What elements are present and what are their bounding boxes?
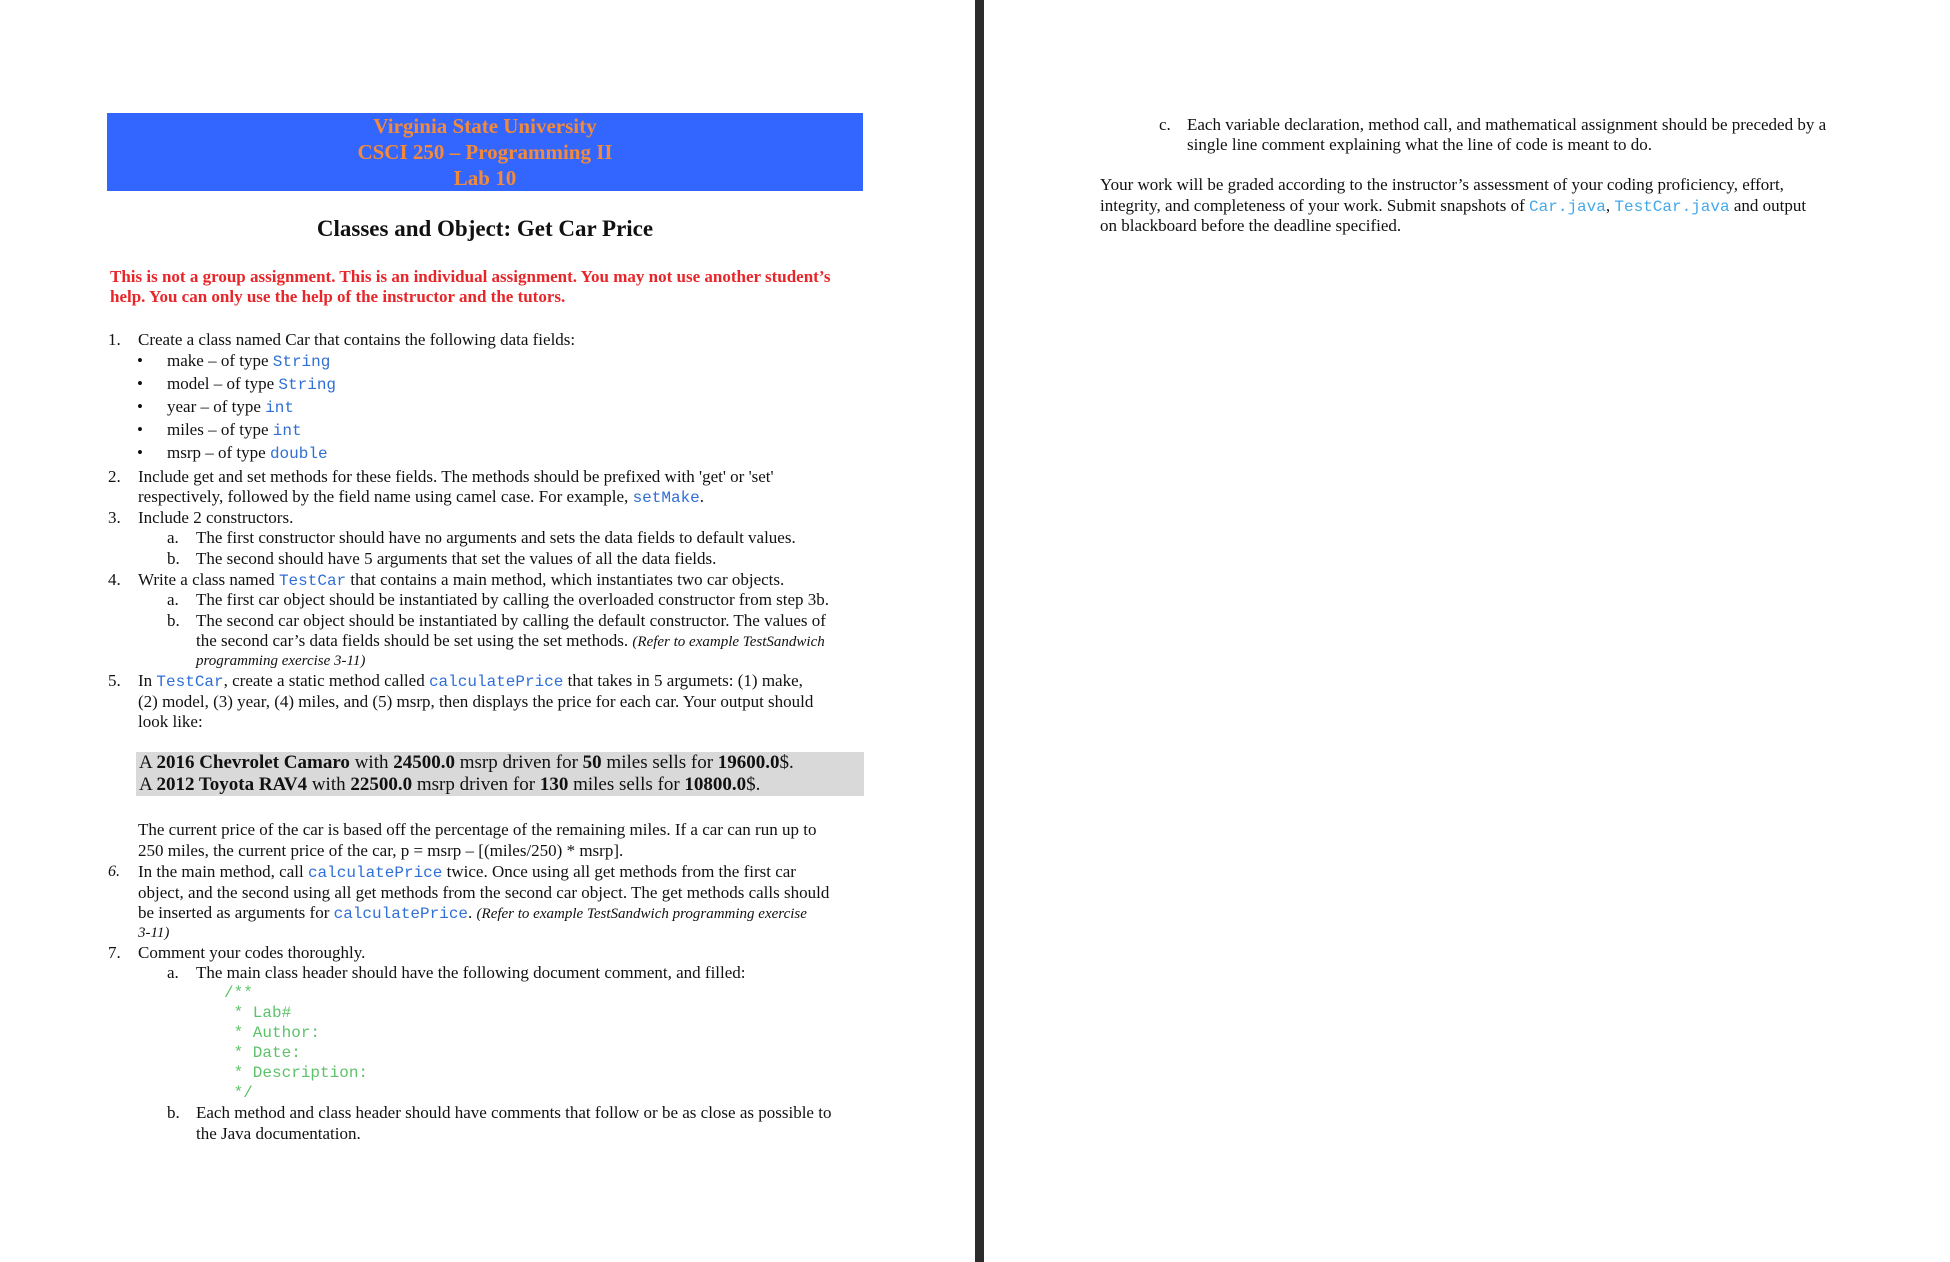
sample-2-car: 2012 Toyota RAV4 [156, 774, 308, 795]
price-note-line1: The current price of the car is based off the percentage of the remaining miles. If a car can run up to [138, 820, 817, 839]
field-bullet: • [137, 397, 143, 416]
grading-line3: on blackboard before the deadline specified. [1100, 216, 1402, 235]
item-3-number: 3. [108, 508, 121, 527]
item-4b-line2-text: the second car’s data fields should be set using the set methods. [196, 631, 633, 650]
item-7-number: 7. [108, 943, 121, 962]
field-bullet: • [137, 443, 143, 462]
sample-1-price: 19600.0 [717, 752, 780, 773]
item-3-text: Include 2 constructors. [138, 508, 294, 527]
sample-2-dollar: $. [746, 774, 761, 795]
sample-2-driven: msrp driven for [412, 774, 540, 795]
sample-2-miles: 130 [539, 774, 569, 795]
item-2-line1: Include get and set methods for these fields. The methods should be prefixed with 'get' or 'set' [138, 467, 774, 486]
item-5-t1: In [138, 671, 157, 690]
item-7b-label: b. [167, 1103, 180, 1122]
page-title: Classes and Object: Get Car Price [316, 216, 654, 241]
sample-2-a: A [139, 774, 157, 795]
item-4b-line1: The second car object should be instantiated by calling the default constructor. The values of [196, 611, 826, 630]
sample-1-a: A [139, 752, 157, 773]
sample-1-with: with [349, 752, 394, 773]
field-name: year – of type [167, 397, 266, 416]
item-6-number: 6. [108, 863, 120, 880]
item-4b-reference: (Refer to example TestSandwich [632, 634, 825, 650]
item-3a-label: a. [167, 528, 179, 547]
field-type: int [272, 422, 302, 440]
sample-output-row-1 [139, 752, 864, 774]
item-1-number: 1. [108, 330, 121, 349]
field-item [167, 420, 302, 442]
field-type: String [272, 353, 331, 371]
field-item [167, 443, 328, 465]
item-4-number: 4. [108, 570, 121, 589]
university-name: Virginia State University [373, 114, 597, 138]
sample-output-row-2 [139, 774, 864, 796]
grading-line2-text: integrity, and completeness of your work. Submit snapshots of [1100, 196, 1530, 215]
item-2-line2 [138, 487, 704, 509]
item-7c-line2: single line comment explaining what the line of code is meant to do. [1187, 135, 1653, 154]
price-note-line2: 250 miles, the current price of the car, p = msrp – [(miles/250) * msrp]. [138, 841, 624, 860]
item-5-line3: look like: [138, 712, 203, 731]
page-divider [975, 0, 984, 1262]
item-4-text-b: that contains a main method, which instantiates two car objects. [346, 570, 785, 589]
item-4-text [138, 570, 784, 592]
field-type: String [278, 376, 337, 394]
sample-2-with: with [307, 774, 351, 795]
item-2-line2-end: . [699, 487, 705, 506]
item-6-t4: . [468, 903, 477, 922]
grading-line2-end: and output [1729, 196, 1807, 215]
sample-1-driven: msrp driven for [454, 752, 583, 773]
item-4a-text: The first car object should be instantiated by calling the overloaded constructor from step 3b. [196, 590, 830, 609]
field-name: model – of type [167, 374, 279, 393]
item-7b-line2: the Java documentation. [196, 1124, 361, 1143]
item-5-line1 [138, 671, 803, 693]
item-7b-line1: Each method and class header should have comments that follow or be as close as possible to [196, 1103, 832, 1122]
item-4b-label: b. [167, 611, 180, 630]
doc-comment-block [224, 983, 368, 1103]
item-3a-text: The first constructor should have no arguments and sets the data fields to default values. [196, 528, 796, 547]
item-7a-label: a. [167, 963, 179, 982]
grading-line1: Your work will be graded according to the instructor’s assessment of your coding proficiency, effort, [1100, 175, 1784, 194]
doc-comment-line: * Author: [224, 1024, 321, 1042]
doc-comment-line: * Description: [224, 1064, 369, 1082]
code-TestCar-2: TestCar [156, 673, 224, 691]
item-5-t3: that takes in 5 argumets: (1) make, [563, 671, 803, 690]
field-item [167, 374, 336, 396]
code-TestCar: TestCar [278, 572, 347, 590]
document-page-right [984, 0, 1950, 1262]
item-5-line2: (2) model, (3) year, (4) miles, and (5) msrp, then displays the price for each car. Your output should [138, 692, 814, 711]
item-2-number: 2. [108, 467, 121, 486]
item-3b-label: b. [167, 549, 180, 568]
file-car-java: Car.java [1529, 198, 1606, 216]
doc-comment-line: */ [224, 1084, 253, 1102]
item-4a-label: a. [167, 590, 179, 609]
header-banner [107, 113, 863, 191]
item-6-line3 [138, 903, 807, 925]
item-6-reference: (Refer to example TestSandwich programming exercise [476, 906, 807, 922]
sample-1-sells: miles sells for [601, 752, 718, 773]
course-name: CSCI 250 – Programming II [357, 140, 613, 164]
sample-2-msrp: 22500.0 [350, 774, 413, 795]
warning-notice: This is not a group assignment. This is an individual assignment. You may not use another student’s help. You can only use the help of the instructor and the tutors. [110, 267, 831, 306]
field-name: miles – of type [167, 420, 273, 439]
code-calculatePrice-2: calculatePrice [307, 864, 443, 882]
grading-line2 [1100, 196, 1806, 218]
field-bullet: • [137, 351, 143, 370]
doc-comment-line: * Date: [224, 1044, 301, 1062]
item-6-t1: In the main method, call [138, 862, 308, 881]
item-6-t3: be inserted as arguments for [138, 903, 334, 922]
field-item [167, 351, 330, 373]
code-setMake: setMake [632, 489, 700, 507]
item-4b-line2 [196, 631, 825, 653]
sample-1-car: 2016 Chevrolet Camaro [156, 752, 350, 773]
sample-1-miles: 50 [582, 752, 602, 773]
lab-number: Lab 10 [453, 166, 517, 190]
field-type: double [269, 445, 328, 463]
field-item [167, 397, 294, 419]
item-6-line1 [138, 862, 796, 884]
item-5-number: 5. [108, 671, 121, 690]
item-7c-label: c. [1159, 115, 1171, 134]
sample-1-msrp: 24500.0 [393, 752, 455, 773]
item-4-text-a: Write a class named [138, 570, 279, 589]
sample-output-box [136, 752, 864, 796]
item-2-line2-text: respectively, followed by the field name using camel case. For example, [138, 487, 633, 506]
item-6-line2: object, and the second using all get methods from the second car object. The get methods calls should [138, 883, 830, 902]
item-7a-text: The main class header should have the following document comment, and filled: [196, 963, 746, 982]
sample-1-dollar: $. [779, 752, 794, 773]
item-1-text: Create a class named Car that contains the following data fields: [138, 330, 576, 349]
file-testcar-java: TestCar.java [1614, 198, 1730, 216]
item-5-t2: , create a static method called [223, 671, 429, 690]
field-type: int [265, 399, 294, 417]
field-bullet: • [137, 420, 143, 439]
grading-sep: , [1605, 196, 1615, 215]
item-7-text: Comment your codes thoroughly. [138, 943, 366, 962]
doc-comment-line: /** [224, 984, 253, 1002]
field-name: make – of type [167, 351, 273, 370]
item-7c-line1: Each variable declaration, method call, and mathematical assignment should be preceded by a [1187, 115, 1827, 134]
code-calculatePrice-3: calculatePrice [333, 905, 469, 923]
item-3b-text: The second should have 5 arguments that set the values of all the data fields. [196, 549, 717, 568]
field-bullet: • [137, 374, 143, 393]
field-name: msrp – of type [167, 443, 270, 462]
sample-2-price: 10800.0 [684, 774, 747, 795]
item-4b-reference-cont: programming exercise 3-11) [196, 653, 366, 669]
code-calculatePrice: calculatePrice [428, 673, 564, 691]
sample-2-sells: miles sells for [568, 774, 685, 795]
item-6-t2: twice. Once using all get methods from the first car [442, 862, 796, 881]
item-6-reference-cont: 3-11) [138, 925, 170, 941]
doc-comment-line: * Lab# [224, 1004, 292, 1022]
